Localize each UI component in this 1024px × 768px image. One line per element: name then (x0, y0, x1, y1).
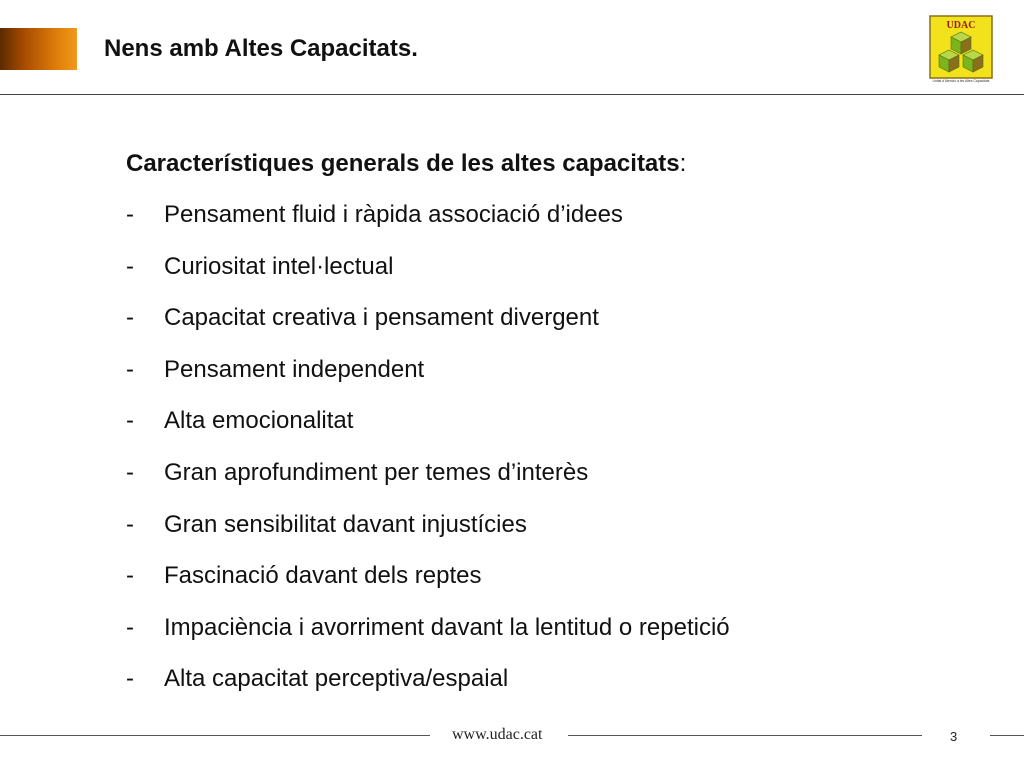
footer-url[interactable]: www.udac.cat (452, 726, 543, 743)
bullet-marker: - (126, 510, 134, 538)
slide-content (126, 146, 986, 713)
bullet-item (126, 352, 986, 388)
bullet-item (126, 300, 986, 336)
bullet-marker: - (126, 407, 134, 435)
bullet-text: Gran aprofundiment per temes d’interès (164, 458, 589, 486)
bullet-item (126, 661, 986, 697)
heading-text: Característiques generals de les altes capacitats (126, 150, 680, 177)
bullet-marker: - (126, 201, 134, 228)
bullet-marker: - (126, 458, 134, 486)
logo-caption: Unitat d'Atenció a les Altes Capacitats (932, 79, 990, 83)
bullet-list (126, 197, 986, 697)
page-number: 3 (950, 729, 958, 744)
bullet-marker: - (126, 562, 134, 590)
footer-rule-left (0, 735, 430, 736)
bullet-text: Gran sensibilitat davant injustícies (164, 510, 527, 538)
bullet-text: Alta capacitat perceptiva/espaial (164, 665, 509, 693)
footer-rule-right (990, 735, 1024, 736)
title-accent-bar (0, 28, 77, 70)
bullet-text: Pensament fluid i ràpida associació d’idees (164, 201, 623, 228)
footer-rule-middle (568, 735, 922, 736)
header-divider (0, 94, 1024, 95)
bullet-text: Impaciència i avorriment davant la lentitud o repetició (164, 613, 730, 641)
bullet-marker: - (126, 304, 134, 332)
bullet-item (126, 249, 986, 285)
bullet-item (126, 403, 986, 439)
heading-colon: : (679, 150, 687, 177)
bullet-text: Curiositat intel·lectual (164, 252, 394, 280)
bullet-marker: - (126, 613, 134, 641)
bullet-item (126, 610, 986, 646)
bullet-marker: - (126, 252, 134, 280)
bullet-text: Pensament independent (164, 355, 425, 383)
bullet-text: Alta emocionalitat (164, 407, 354, 435)
udac-logo (927, 12, 995, 84)
bullet-item (126, 558, 986, 594)
bullet-text: Fascinació davant dels reptes (164, 562, 482, 590)
logo-text: UDAC (946, 20, 976, 31)
bullet-item (126, 197, 986, 233)
content-heading (126, 146, 986, 182)
bullet-marker: - (126, 355, 134, 383)
bullet-item (126, 455, 986, 491)
bullet-text: Capacitat creativa i pensament divergent (164, 304, 599, 332)
bullet-marker: - (126, 665, 134, 693)
bullet-item (126, 507, 986, 543)
slide-title: Nens amb Altes Capacitats. (104, 35, 418, 62)
